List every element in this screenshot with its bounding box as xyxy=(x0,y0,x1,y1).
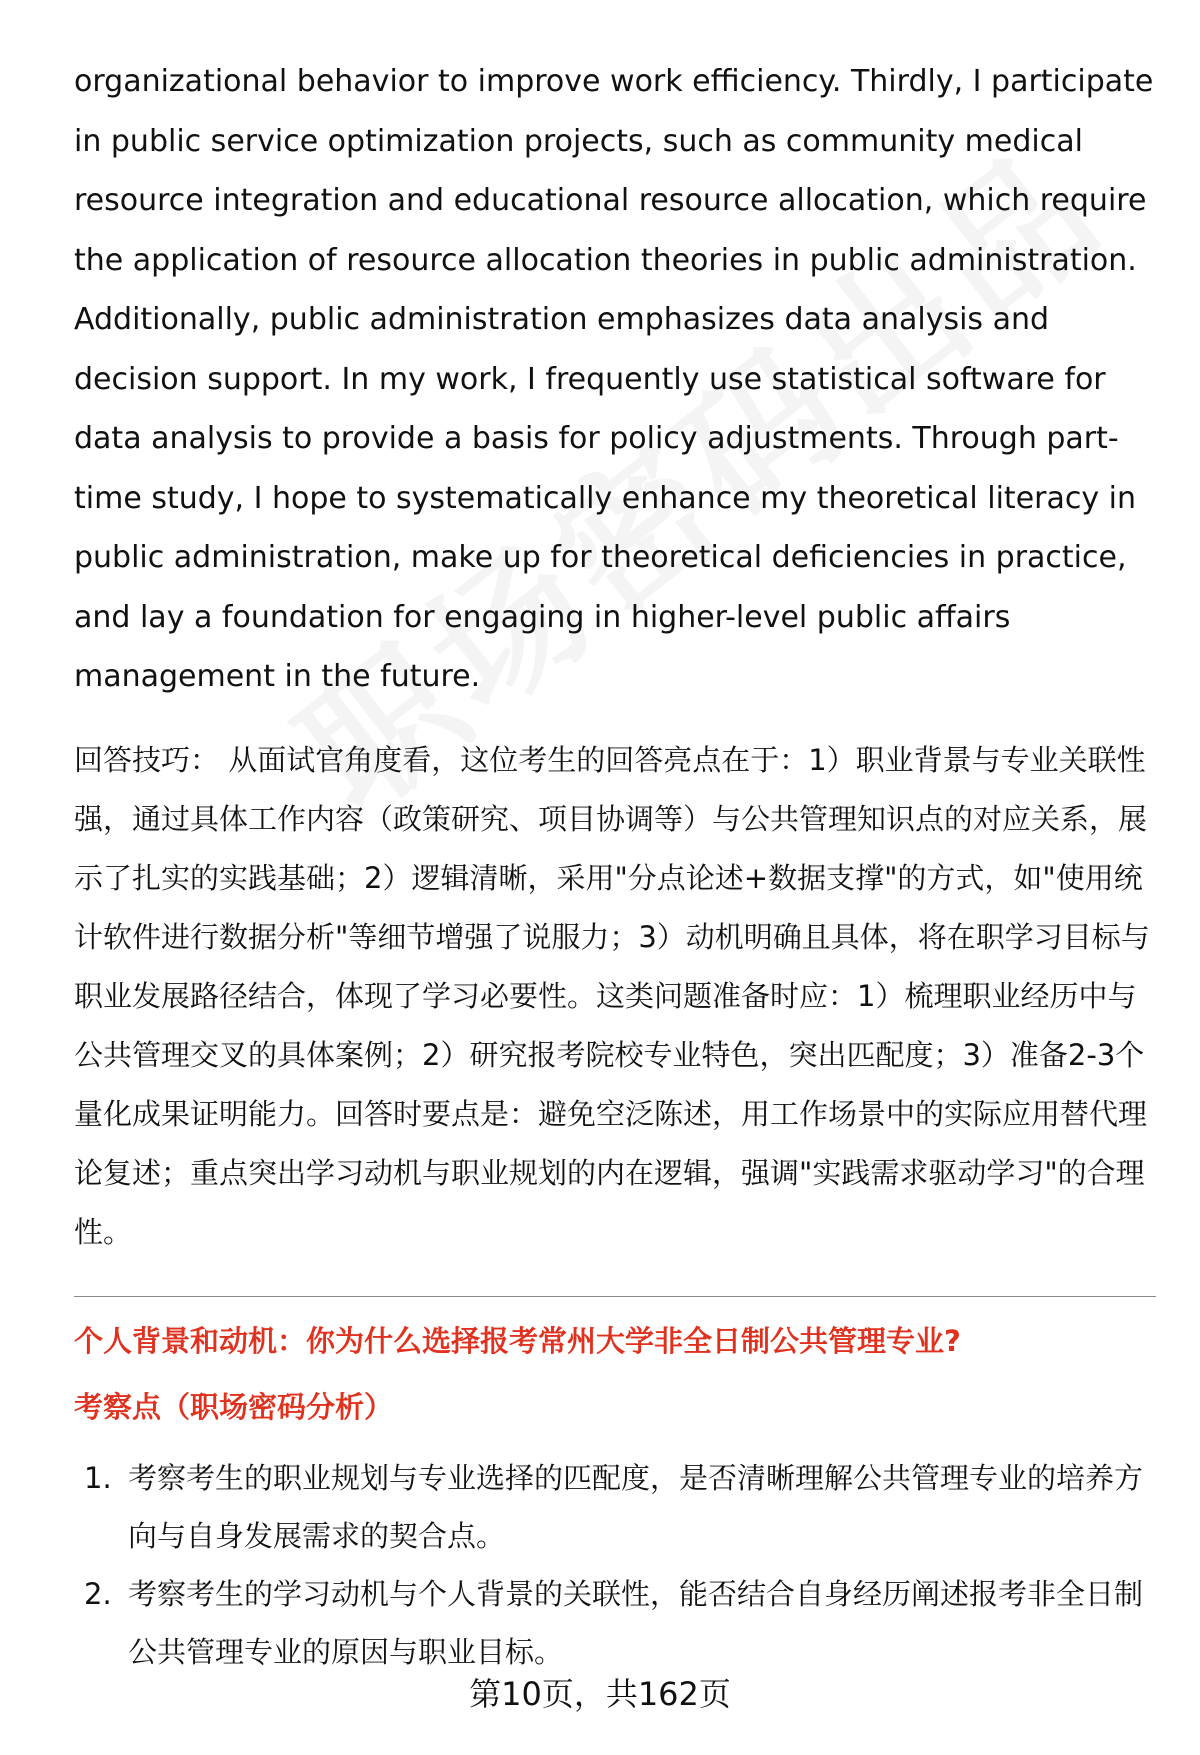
answer-tips-paragraph: 回答技巧： 从面试官角度看，这位考生的回答亮点在于：1）职业背景与专业关联性强，通过具体工作内容（政策研究、项目协调等）与公共管理知识点的对应关系，展示了扎实的实践基础；2）逻辑清晰，采用"分点论述+数据支撑"的方式，如"使用统计软件进行数据分析"等细节增强了说服力；3）动机明确且具体，将在职学习目标与职业发展路径结合，体现了学习必要性。这类问题准备时应：1）梳理职业经历中与公共管理交叉的具体案例；2）研究报考院校专业特色，突出匹配度；3）准备2-3个量化成果证明能力。回答时要点是：避免空泛陈述，用工作场景中的实际应用替代理论复述；重点突出学习动机与职业规划的内在逻辑，强调"实践需求驱动学习"的合理性。 xyxy=(74,742,1150,1249)
section-divider xyxy=(74,1296,1156,1297)
page-number: 第10页，共162页 xyxy=(469,1675,731,1713)
question-title: 个人背景和动机：你为什么选择报考常州大学非全日制公共管理专业? xyxy=(74,1323,961,1358)
page-content xyxy=(74,52,1154,1681)
assessment-points-heading: 考察点（职场密码分析） xyxy=(74,1389,394,1424)
list-item xyxy=(74,1565,1154,1681)
list-item-number: 1. xyxy=(84,1460,112,1495)
list-item-text: 考察考生的职业规划与专业选择的匹配度，是否清晰理解公共管理专业的培养方向与自身发展需求的契合点。 xyxy=(128,1460,1144,1553)
list-item-number: 2. xyxy=(84,1576,112,1611)
list-item-text: 考察考生的学习动机与个人背景的关联性，能否结合自身经历阐述报考非全日制公共管理专业的原因与职业目标。 xyxy=(128,1576,1144,1669)
list-item xyxy=(74,1449,1154,1565)
english-answer-paragraph: organizational behavior to improve work efficiency. Thirdly, I participate in public service optimization projects, such as community medical resource integration and educational resource allocation, which require the application of resource allocation theories in public administration. Additionally, public administration emphasizes data analysis and decision support. In my work, I frequently use statistical software for data analysis to provide a basis for policy adjustments. Through part-time study, I hope to systematically enhance my theoretical literacy in public administration, make up for theoretical deficiencies in practice, and lay a foundation for engaging in higher-level public affairs management in the future. xyxy=(74,64,1154,694)
assessment-points-list xyxy=(74,1449,1154,1681)
